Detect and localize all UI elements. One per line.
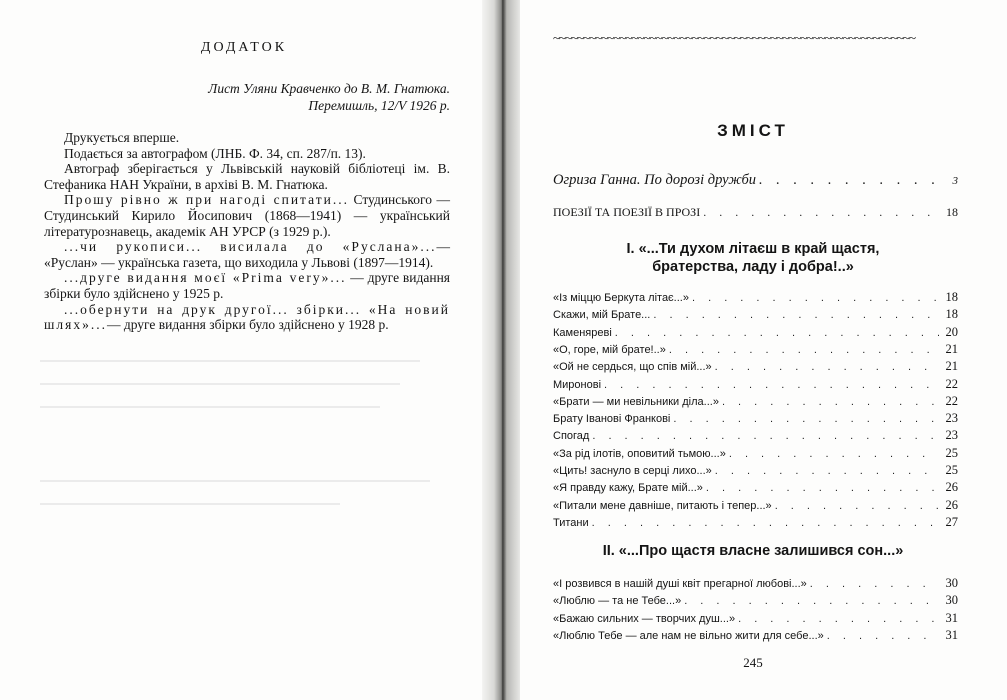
note-paragraph — [44, 270, 450, 301]
dot-leader — [604, 379, 939, 391]
bleed-through-line — [40, 480, 430, 482]
toc-entry-title: Миронові — [553, 378, 602, 391]
commentary-notes — [44, 130, 450, 333]
dot-leader — [722, 396, 939, 408]
section-heading-line: I. «...Ти духом літаєш в край щастя, — [626, 241, 880, 257]
toc-entry — [553, 359, 958, 374]
letter-title: Лист Уляни Кравченко до В. М. Гнатюка. — [208, 81, 450, 96]
dot-leader — [669, 344, 939, 356]
toc-entry-title: Огриза Ганна. По дорозі дружби — [553, 172, 757, 188]
contents-title: ЗМІСТ — [717, 121, 789, 140]
quoted-phrase: ...обернути на друк другої... збірки... «На новий шлях»... — [44, 301, 450, 333]
dot-leader — [715, 465, 939, 477]
toc-entry-title: «Люблю — та не Тебе...» — [553, 595, 682, 608]
quoted-title: «Руслана»... — [324, 239, 437, 255]
bleed-through-line — [40, 503, 340, 505]
toc-entry-title: «Люблю Тебе — але нам не вільно жити для себе...» — [553, 629, 824, 642]
quoted-phrase: Прошу рівно ж при нагоді спитати... — [64, 192, 350, 208]
toc-entry-page: 26 — [945, 480, 958, 495]
letter-place-date: Перемишль, 12/V 1926 р. — [308, 98, 450, 113]
toc-entry-title: Брату Івановi Франкові — [553, 413, 671, 426]
toc-entry-page: 26 — [945, 497, 958, 512]
dot-leader — [592, 517, 939, 529]
note-text: Студинського — Студинський Кирило Йосипович (1868—1941) — український літературознавець, академік АН УРСР (з 1929 р.). — [44, 192, 450, 239]
toc-entry-title: «Бажаю сильних — творчих душ...» — [553, 612, 736, 625]
bleed-through-line — [40, 406, 380, 408]
toc-entry-page: 22 — [945, 376, 958, 391]
toc-entry-author — [553, 172, 958, 189]
dot-leader — [729, 448, 939, 460]
toc-entry — [553, 593, 958, 608]
toc-entry-page: 27 — [945, 514, 958, 529]
dot-leader — [684, 595, 939, 607]
toc-entry — [553, 307, 958, 322]
toc-entry-title: «Питали мене давніше, питають і тепер...» — [553, 499, 772, 512]
decorative-border: ~~~~~~~~~~~~~~~~~~~~~~~~~~~~~~~~~~~~~~~~~~~~~~~~~~~~~~~~~~~~ — [553, 30, 915, 45]
page-number: 245 — [743, 655, 763, 670]
note-paragraph — [44, 192, 450, 239]
appendix-title: ДОДАТОК — [200, 40, 288, 55]
toc-entry-title: «І розвився в нашій душі квіт прегарної любові...» — [553, 578, 807, 590]
toc-entry — [553, 342, 958, 357]
note-paragraph: Подається за автографом (ЛНБ. Ф. 34, сп. 287/п. 13). — [64, 145, 366, 161]
note-paragraph — [44, 239, 450, 270]
section-heading-1 — [553, 240, 953, 276]
toc-entry — [553, 628, 958, 643]
dot-leader — [706, 482, 939, 494]
quoted-phrase: ...друге видання моєї «Prima very»... — [64, 270, 347, 286]
dot-leader — [810, 578, 939, 590]
dot-leader — [692, 292, 939, 304]
bleed-through-line — [40, 383, 400, 385]
toc-entry — [553, 480, 958, 495]
dot-leader — [715, 361, 939, 373]
book-gutter — [482, 0, 522, 700]
toc-entry-title: Титани — [553, 516, 589, 529]
toc-entry-page: 18 — [945, 290, 958, 304]
toc-entry — [553, 498, 958, 513]
toc-entry — [553, 290, 958, 305]
left-page — [0, 0, 488, 700]
toc-entry-page: 18 — [945, 307, 958, 322]
toc-entry-page: 23 — [945, 411, 958, 426]
dot-leader — [673, 413, 939, 425]
toc-entry-page: 22 — [945, 393, 958, 408]
toc-entry — [553, 611, 958, 626]
toc-entry-title: «За рід ілотів, оповитий тьмою...» — [553, 447, 726, 460]
toc-entry — [553, 411, 958, 426]
toc-entry-page: 30 — [945, 593, 958, 608]
toc-entry-title: «Я правду кажу, Брате мій...» — [553, 482, 703, 495]
dot-leader — [775, 500, 939, 512]
toc-entry-title: Скажи, мій Брате... — [553, 309, 651, 322]
toc-entry-title: Каменяреві — [553, 326, 612, 339]
toc-entry-title: «Брати — ми невільники діла...» — [553, 395, 719, 408]
toc-entry-title: «О, горе, мій брате!..» — [553, 343, 666, 356]
toc-entry-page: 20 — [945, 324, 958, 339]
toc-entry-poetry — [553, 205, 958, 220]
toc-entry — [553, 377, 958, 392]
toc-entry — [553, 325, 958, 340]
toc-entry-title: Спогад — [553, 430, 590, 443]
toc-entry-title: «Ой не сердься, що спів мій...» — [553, 361, 712, 374]
note-paragraph: Автограф зберігається у Львівській науковій бібліотеці ім. В. Стефаника НАН України, в архіві В. М. Гнатюка. — [44, 161, 450, 192]
toc-entry-page: 18 — [946, 205, 958, 219]
dot-leader — [703, 205, 939, 220]
dot-leader — [738, 613, 939, 625]
dot-leader — [827, 630, 939, 642]
toc-entry-page: 3 — [952, 175, 958, 187]
toc-entry-page: 25 — [945, 445, 958, 460]
toc-entry-title: «Із міццю Беркута літає...» — [553, 292, 689, 304]
toc-entry-page: 21 — [945, 359, 958, 374]
toc-entry — [553, 576, 958, 591]
note-text: — друге видання збірки було здійснено у 1925 р. — [44, 270, 450, 301]
note-paragraph — [44, 302, 450, 333]
toc-entry — [553, 515, 958, 530]
quoted-phrase: ...чи рукописи... висилала до — [64, 239, 325, 255]
section-heading-line: братерства, ладу і добра!..» — [652, 259, 854, 275]
toc-entry-page: 31 — [945, 610, 958, 625]
toc-entry — [553, 428, 958, 443]
toc-entry-page: 25 — [945, 463, 958, 477]
note-paragraph: Друкується вперше. — [64, 130, 180, 145]
dot-leader — [759, 172, 939, 189]
dot-leader — [653, 309, 939, 321]
toc-entry — [553, 463, 958, 478]
toc-entry-page: 30 — [945, 576, 958, 590]
bleed-through-line — [40, 360, 420, 362]
dot-leader — [615, 327, 939, 339]
toc-entry — [553, 446, 958, 461]
letter-heading — [150, 80, 450, 114]
toc-entry-title: ПОЕЗІЇ ТА ПОЕЗІЇ В ПРОЗІ — [553, 205, 701, 219]
dot-leader — [592, 430, 939, 442]
toc-entry-page: 31 — [945, 627, 958, 642]
toc-entry-title: «Цить! заснуло в серці лихо...» — [553, 465, 712, 477]
note-text: — друге видання збірки було здійснено у 1928 р. — [106, 317, 389, 333]
toc-entry-page: 23 — [945, 428, 958, 443]
section-heading-2: II. «...Про щастя власне залишився сон...» — [602, 543, 904, 559]
note-text: — «Руслан» — українська газета, що виходила у Львові (1897—1914). — [44, 239, 450, 270]
toc-entry-page: 21 — [945, 341, 958, 356]
toc-entry — [553, 394, 958, 409]
